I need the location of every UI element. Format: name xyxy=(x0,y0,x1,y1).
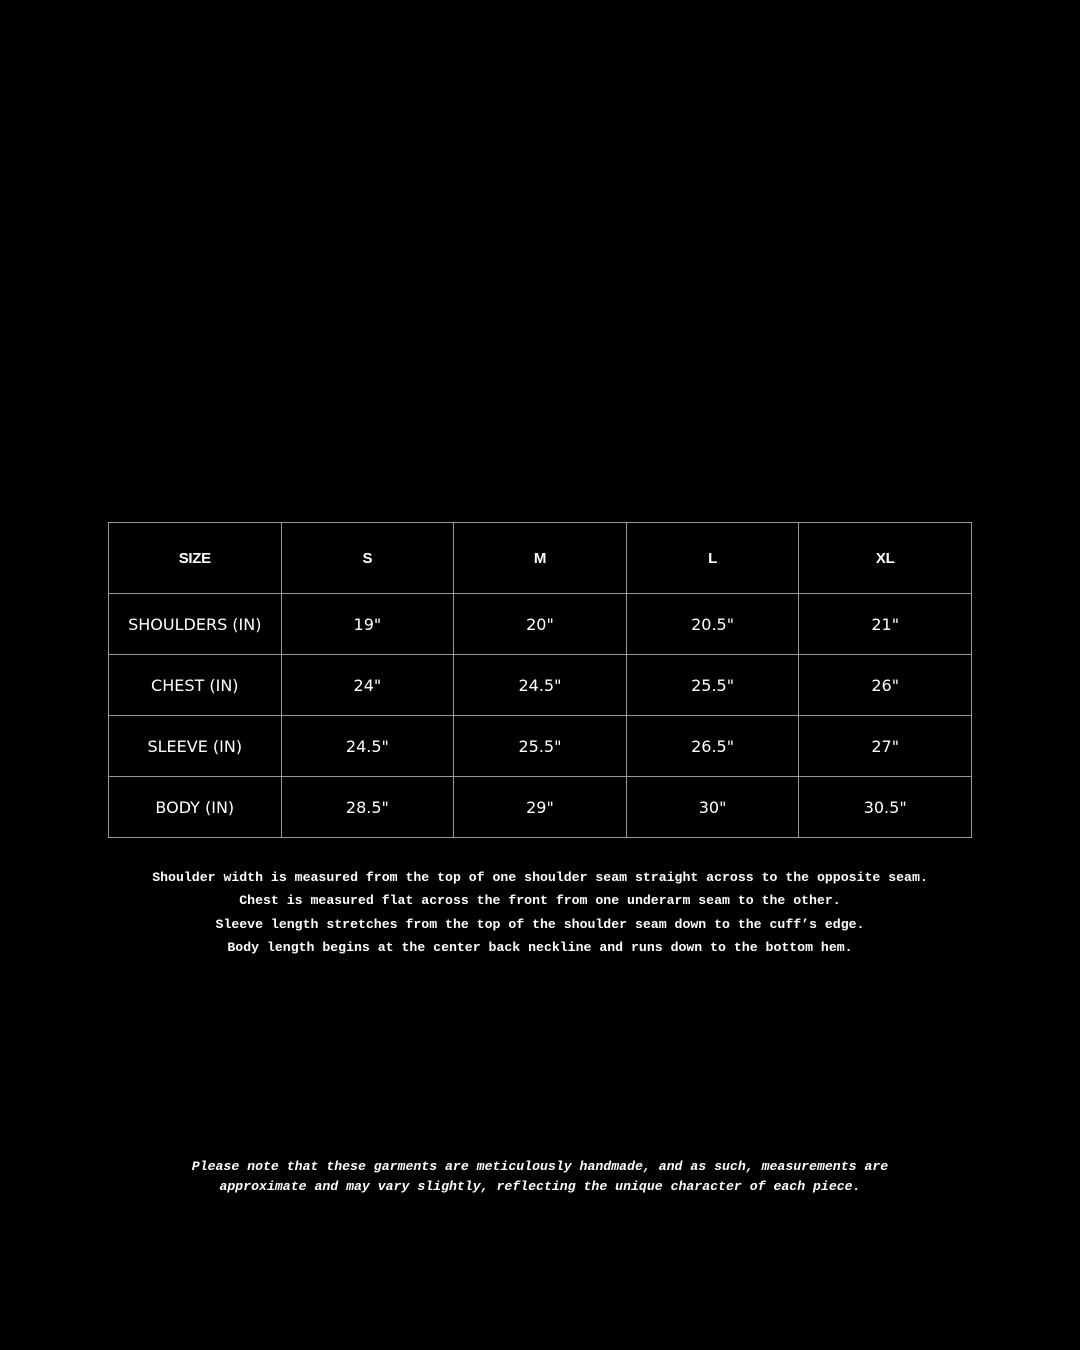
table-row xyxy=(109,655,972,716)
table-cell: 20" xyxy=(454,594,627,655)
note-shoulders: Shoulder width is measured from the top of one shoulder seam straight across to the opposite seam. xyxy=(152,870,928,885)
disclaimer-line: approximate and may vary slightly, reflecting the unique character of each piece. xyxy=(219,1178,861,1194)
header-size: SIZE xyxy=(109,523,282,594)
table-cell: 26" xyxy=(799,655,972,716)
table-cell: 30.5" xyxy=(799,777,972,838)
row-label-chest: CHEST (IN) xyxy=(109,655,282,716)
note-sleeve: Sleeve length stretches from the top of the shoulder seam down to the cuff’s edge. xyxy=(215,916,865,932)
table-cell: 24" xyxy=(281,655,454,716)
disclaimer-line: Please note that these garments are meticulously handmade, and as such, measurements are xyxy=(191,1159,889,1174)
note-chest: Chest is measured flat across the front from one underarm seam to the other. xyxy=(239,893,841,909)
table-cell: 20.5" xyxy=(626,594,799,655)
table-cell: 19" xyxy=(281,594,454,655)
size-chart-table xyxy=(108,522,972,838)
table-cell: 21" xyxy=(799,594,972,655)
table-cell: 24.5" xyxy=(454,655,627,716)
header-s: S xyxy=(281,523,454,594)
table-cell: 25.5" xyxy=(454,716,627,777)
table-cell: 27" xyxy=(799,716,972,777)
row-label-body: BODY (IN) xyxy=(109,777,282,838)
measurement-notes xyxy=(0,866,1080,960)
table-cell: 26.5" xyxy=(626,716,799,777)
header-row xyxy=(109,523,972,594)
header-xl: XL xyxy=(799,523,972,594)
table-cell: 24.5" xyxy=(281,716,454,777)
row-label-sleeve: SLEEVE (IN) xyxy=(109,716,282,777)
header-l: L xyxy=(626,523,799,594)
table-cell: 28.5" xyxy=(281,777,454,838)
table-cell: 30" xyxy=(626,777,799,838)
table-row xyxy=(109,594,972,655)
table-cell: 25.5" xyxy=(626,655,799,716)
handmade-disclaimer xyxy=(0,1157,1080,1196)
row-label-shoulders: SHOULDERS (IN) xyxy=(109,594,282,655)
table-row xyxy=(109,716,972,777)
table-row xyxy=(109,777,972,838)
table-cell: 29" xyxy=(454,777,627,838)
note-body: Body length begins at the center back neckline and runs down to the bottom hem. xyxy=(227,940,853,956)
header-m: M xyxy=(454,523,627,594)
